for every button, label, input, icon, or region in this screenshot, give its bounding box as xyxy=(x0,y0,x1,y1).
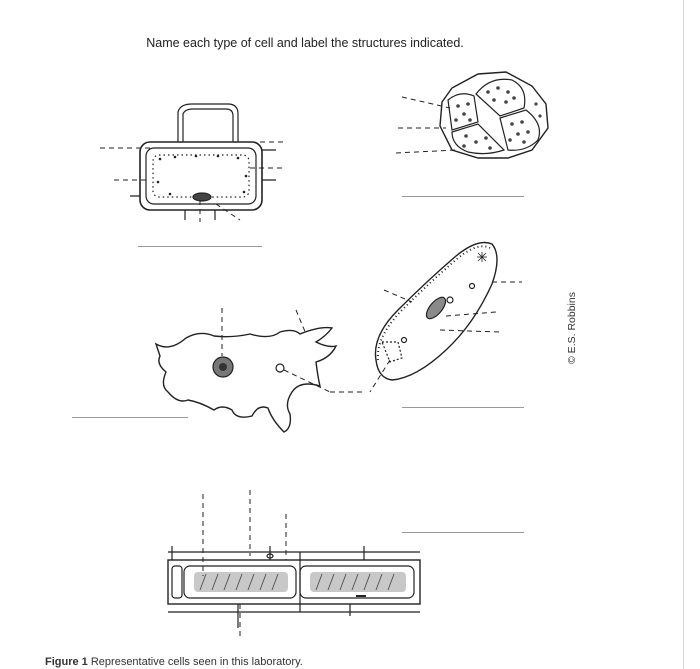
alga-pointers xyxy=(203,490,286,640)
page-edge-divider xyxy=(683,0,684,669)
cell-cluster-pointers xyxy=(396,97,456,153)
answer-line-amoeba[interactable] xyxy=(72,417,188,418)
figure-caption-text: Representative cells seen in this laboratory. xyxy=(90,656,303,668)
answer-line-paramecium[interactable] xyxy=(402,407,524,408)
alga-drawing xyxy=(168,546,420,628)
image-credit: © E.S. Robbins xyxy=(566,292,578,364)
instruction-text: Name each type of cell and label the structures indicated. xyxy=(146,36,464,50)
paramecium-drawing xyxy=(375,243,497,381)
amoeba-pointers xyxy=(222,308,366,392)
answer-line-alga[interactable] xyxy=(402,532,524,533)
paramecium-pointers xyxy=(370,282,522,392)
plant-cell-drawing xyxy=(130,104,276,220)
figure-label: Figure 1 xyxy=(45,656,88,668)
cell-cluster-drawing xyxy=(440,72,548,158)
answer-line-plant-cell[interactable] xyxy=(138,246,262,247)
figure-caption xyxy=(45,656,303,668)
answer-line-cell-cluster[interactable] xyxy=(402,196,524,197)
